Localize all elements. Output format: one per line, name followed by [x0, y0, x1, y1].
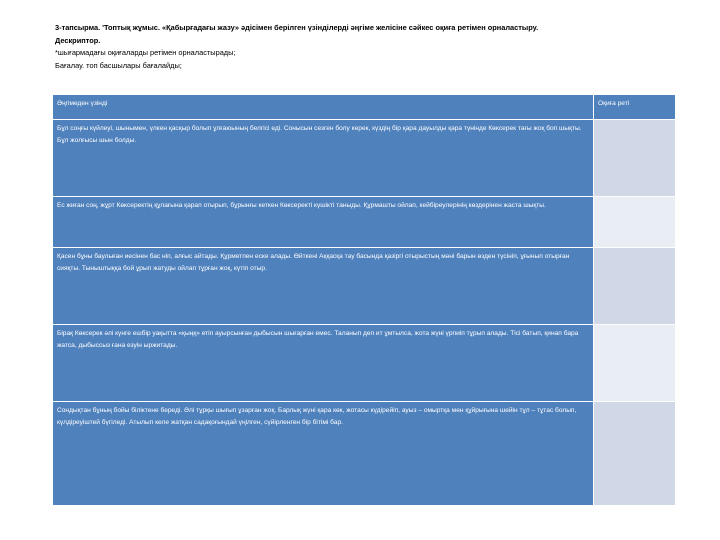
- table-row: [53, 325, 676, 402]
- excerpt-cell: Қасен бұны баулыған иесінен бас ніп, алғыс айтады. Құрметпен еске алады. Өйткені Аққасқа тау басында қазіргі отырыстың мәні барын өзден түсініп, ұғынып отырған сияқты. Тынышты​ққа бой ұрып жатуды ойлап тұрған жоқ, күтіп отыр.: [53, 248, 594, 325]
- descriptor-title: Дескриптор.: [55, 35, 101, 45]
- order-cell[interactable]: [594, 120, 676, 197]
- order-cell[interactable]: [594, 325, 676, 402]
- table-row: [53, 402, 676, 506]
- excerpt-cell: Бірақ Көксерек әлі күнге ешбір уақытта «қыңқ» етіп ауырсынған дыбысын шығарған емес. Таланып деп ит ұмтылса, жота жүні үрпиіп тұрып алады. Тісі батып, қинап бара жатса, дыбыссыз ғана езуін ыржитады.: [53, 325, 594, 402]
- column-header-order: Оқиға реті: [594, 95, 676, 120]
- table-row: [53, 120, 676, 197]
- order-cell[interactable]: [594, 402, 676, 506]
- order-cell[interactable]: [594, 197, 676, 248]
- column-header-excerpt: Әңгімеден үзінді: [53, 95, 594, 120]
- excerpt-cell: Ес жиған соң, жұрт Көксеректің құлағына қарап отырып, бұрынғы кеткен Көксеректі күшікті таныды. Құрмашты ойлап, кейбіреулерінің көздерінен жаста шықты.: [53, 197, 594, 248]
- order-cell[interactable]: [594, 248, 676, 325]
- descriptor-item: *шығармадағы оқиғаларды ретімен орналастырады;: [55, 48, 236, 57]
- excerpt-cell: Бұл соңғы күйлеуі, шынымен, үлкен қасқыр болып ұлғаюының белгісі еді. Сонысын сезген болу керек, күздің бір қара дауылды қара түнінде Көксерек тағы жоқ боп шықты. Бұл жолғысы шын болды.: [53, 120, 594, 197]
- task-header: [55, 22, 675, 72]
- table-header-row: [53, 95, 676, 120]
- story-order-table: [52, 94, 676, 506]
- assessment-text: Бағалау. топ басшылары бағалайды;: [55, 60, 182, 70]
- excerpt-cell: Сондықтан бұның бойы біліктене береді. Әлі тұрқы шығып ұзарған жоқ. Барлық жүні қара көк, жотасы күдірейіп, ауыз – омыртқа мен құйрығына шейін тұл – тұтас болып, күлдіреуіштей бүгіледі. Атылып келе жатқан садақоғындай үңілген, сүйірленген бір бітімі бар.: [53, 402, 594, 506]
- table-row: [53, 248, 676, 325]
- table-row: [53, 197, 676, 248]
- task-title: 3-тапсырма. 'Топтық жұмыс. «Қабырғадағы жазу» әдісімен берілген үзінділерді әңгіме желісіне сәйкес оқиға ретімен орналастыру.: [55, 23, 539, 32]
